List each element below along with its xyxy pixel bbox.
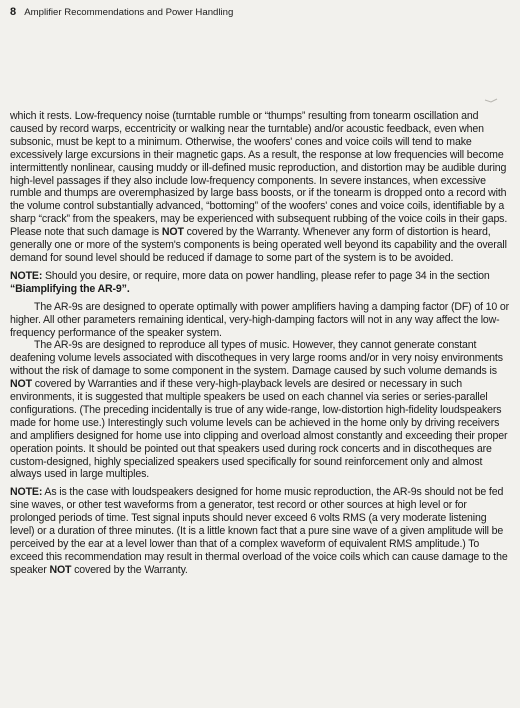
page-number: 8 [10,6,17,18]
paragraph-damping-factor: The AR-9s are designed to operate optimally with power amplifiers having a damping factor (DF) of 10 or higher. All other parameters remaining identical, very-high-damping factors will not in any way affect the low-frequency performance of the speaker system. [10,300,510,339]
paragraph-low-frequency-noise: which it rests. Low-frequency noise (turntable rumble or “thumps” resulting from tonearm oscillation and caused by record warps, eccentricity or walking near the turntable) and/or acoustic feedback, even when subsonic, must be kept to a minimum. Otherwise, the woofers' cones and voice coils will tend to make excessively large excursions in their magnetic gaps. As a result, the response at low frequencies will become intermittently nonlinear, causing muddy or ill-defined music reproduction, and distortion may be audible during high-level passages if they also include low-frequency components. In severe instances, when excessive rumble and thumps are overemphasized by large bass boosts, or if the tonearm is dropped onto a record with the volume control substantially advanced, “bottoming” of the woofers' cones and voice coils, identifiable by a sharp “crack” from the speakers, may be experienced with subsequent rubbing of the voice coils in their gaps. Please note that such damage is NOT covered by the Warranty. Whenever any form of distortion is heard, generally one or more of the system's components is being operated well beyond its capability and the overall demand for sound level should be reduced if damage to some part of the system is to be avoided. [10,110,508,264]
emphasis-not: NOT [10,378,32,391]
body-text [10,110,510,580]
note-label: NOTE: [10,486,43,499]
running-title: Amplifier Recommendations and Power Handling [24,7,234,18]
page-header [10,6,233,19]
scan-smudge-mark [484,98,498,104]
note-power-handling: NOTE: Should you desire, or require, more data on power handling, please refer to page 34 in the section “Biamplifying the AR-9”. [10,269,490,295]
emphasis-not: NOT [49,563,72,576]
paragraph-music-types: The AR-9s are designed to reproduce all types of music. However, they cannot generate constant deafening volume levels associated with discotheques in very large rooms and/or in very noisy environments without the risk of damage to some component in the system. Damage caused by such volume demands is NOT covered by Warranties and if these very-high-playback levels are desired or necessary in such environments, it is suggested that multiple speakers be used on each channel via series or series-parallel configurations. (The preceding incidentally is true of any wide-range, low-distortion high-fidelity loudspeakers made for home use.) Interestingly such volume levels can be achieved in the home only by driving receivers and amplifiers designed for home use into clipping and overload almost constantly and exceeding their proper operation points. It should be pointed out that speakers used during rock concerts and in discotheques are custom-designed, highly specialized speakers used specifically for sound reinforcement only and almost always used in large multiples. [10,339,508,481]
emphasis-not: NOT [161,226,184,239]
section-reference: “Biamplifying the AR-9”. [10,282,130,295]
note-label: NOTE: [10,269,43,282]
note-test-signals: NOTE: As is the case with loudspeakers designed for home music reproduction, the AR-9s should not be fed sine waves, or other test waveforms from a generator, test record or other sources at high level or for prolonged periods of time. Test signal inputs should never exceed 6 volts RMS (a very moderate listening level) or a duration of three minutes. (It is a little known fact that a pure sine wave of a given amplitude will be perceived by the ear at a level lower than that of a complex waveform of equivalent RMS amplitude.) To exceed this recommendation may result in thermal overload of the voice coils which can cause damage to the speaker NOT covered by the Warranty. [10,486,508,576]
